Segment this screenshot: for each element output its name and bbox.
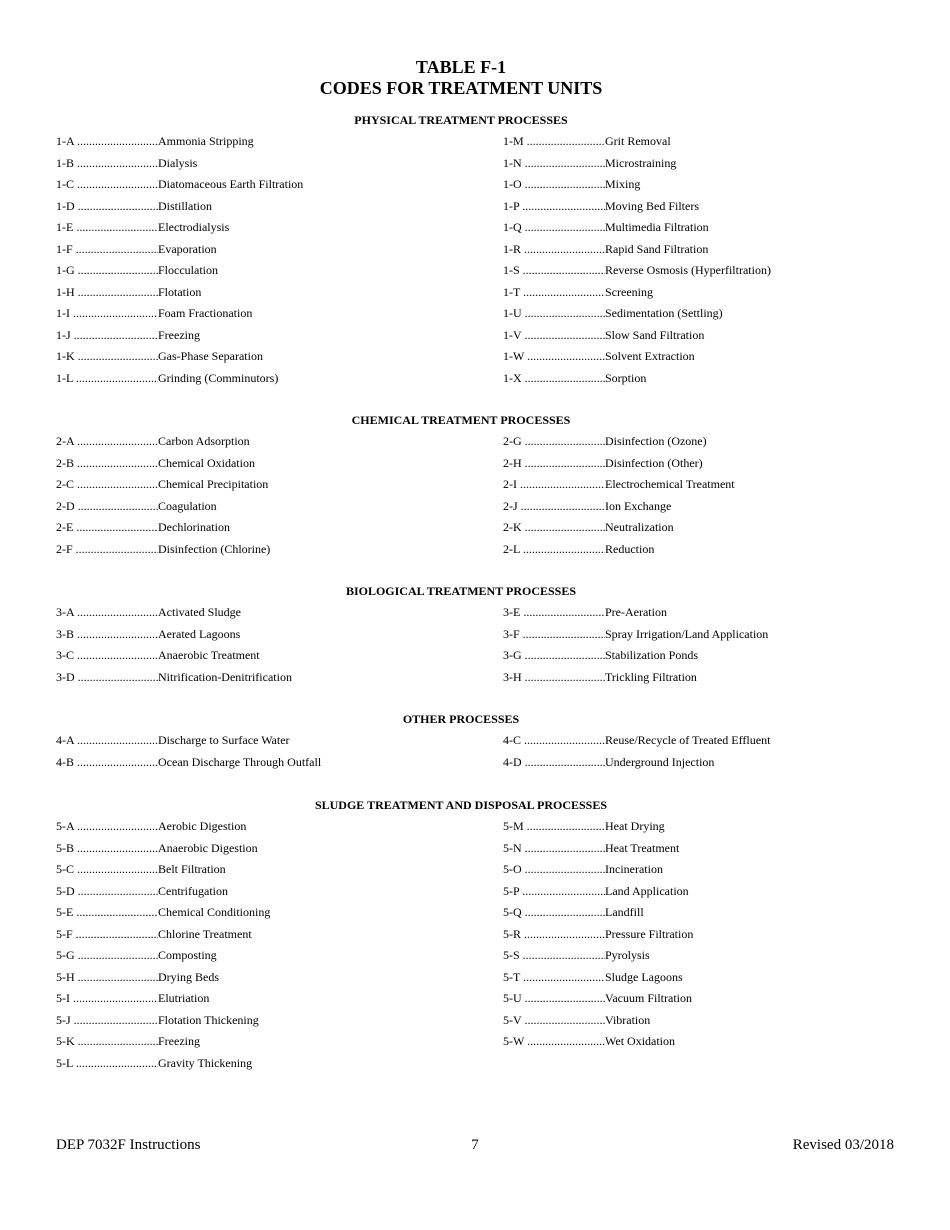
code-list-left — [56, 134, 303, 392]
code-entry — [56, 862, 270, 884]
code: 1-P ..... — [503, 199, 605, 213]
code: 3-B ..... — [56, 627, 158, 641]
code-entry — [56, 542, 270, 564]
description: Composting — [158, 948, 217, 962]
code-list-left — [56, 605, 292, 691]
footer-document-name: DEP 7032F Instructions — [56, 1137, 201, 1153]
code-entry — [56, 263, 303, 285]
code-entry — [503, 670, 768, 692]
code-entry — [503, 499, 735, 521]
description: Mixing — [605, 177, 641, 191]
description: Dechlorination — [158, 520, 230, 534]
code: 5-G ..... — [56, 948, 158, 962]
description: Neutralization — [605, 520, 674, 534]
description: Heat Treatment — [605, 840, 680, 855]
code: 3-C ..... — [56, 648, 158, 662]
description: Stabilization Ponds — [605, 648, 698, 662]
code-entry — [503, 648, 768, 670]
description: Disinfection (Other) — [605, 455, 703, 470]
code: 1-F ..... — [56, 242, 158, 256]
code-entry — [56, 1034, 270, 1056]
code: 2-L ..... — [503, 542, 605, 556]
code-entry — [503, 991, 693, 1013]
code-entry — [56, 477, 270, 499]
section-heading: PHYSICAL TREATMENT PROCESSES — [354, 113, 568, 127]
description: Incineration — [605, 862, 663, 876]
code-entry — [503, 285, 771, 307]
code-entry — [56, 306, 303, 328]
code-entry — [503, 819, 693, 841]
code: 1-Q ..... — [503, 220, 605, 234]
code: 1-X ..... — [503, 371, 605, 385]
code-entry — [503, 605, 768, 627]
code: 4-D ..... — [503, 755, 605, 769]
description: Drying Beds — [158, 969, 219, 984]
code: 1-R ..... — [503, 242, 605, 256]
code-entry — [503, 948, 693, 970]
code-entry — [503, 349, 771, 371]
code: 3-A ..... — [56, 605, 158, 619]
code-entry — [56, 991, 270, 1013]
description: Moving Bed Filters — [605, 198, 700, 213]
code: 5-K ..... — [56, 1034, 158, 1048]
code: 1-J ..... — [56, 328, 158, 342]
code-entry — [503, 1013, 693, 1035]
code-entry — [503, 199, 771, 221]
code-entry — [56, 177, 303, 199]
description: Pressure Filtration — [605, 926, 694, 941]
code-entry — [503, 884, 693, 906]
code: 5-O ..... — [503, 862, 605, 876]
description: Gas-Phase Separation — [158, 349, 263, 363]
code-entry — [56, 648, 292, 670]
description: Electrochemical Treatment — [605, 477, 735, 491]
description: Rapid Sand Filtration — [605, 241, 709, 256]
description: Discharge to Surface Water — [158, 733, 290, 747]
code-entry — [56, 905, 270, 927]
code-entry — [503, 328, 771, 350]
code-list-right — [503, 134, 771, 392]
code: 5-F ..... — [56, 927, 158, 941]
description: Pre-Aeration — [605, 605, 667, 619]
code-entry — [56, 884, 270, 906]
code-entry — [56, 841, 270, 863]
section-heading: OTHER PROCESSES — [402, 712, 520, 726]
code-list-left — [56, 434, 270, 563]
code-entry — [503, 156, 771, 178]
code: 5-A ..... — [56, 819, 158, 833]
description: Vacuum Filtration — [605, 991, 692, 1005]
description: Aerobic Digestion — [158, 819, 247, 833]
code-entry — [503, 733, 770, 755]
code-entry — [56, 434, 270, 456]
description: Reverse Osmosis (Hyperfiltration) — [605, 263, 771, 277]
code: 1-W ..... — [503, 349, 605, 363]
description: Slow Sand Filtration — [605, 327, 705, 342]
code-entry — [56, 456, 270, 478]
description: Landfill — [605, 905, 644, 919]
code-entry — [56, 1013, 270, 1035]
code: 3-D ..... — [56, 670, 158, 684]
code: 1-M ..... — [503, 134, 605, 148]
description: Nitrification-Denitrification — [158, 669, 292, 684]
section-biological — [0, 584, 950, 684]
code: 5-B ..... — [56, 841, 158, 855]
code: 5-I ..... — [56, 991, 158, 1005]
code: 1-G ..... — [56, 263, 158, 277]
description: Microstraining — [605, 155, 677, 170]
code: 5-J ..... — [56, 1013, 158, 1027]
code: 5-D ..... — [56, 884, 158, 898]
description: Reuse/Recycle of Treated Effluent — [605, 733, 771, 747]
description: Ammonia Stripping — [158, 134, 254, 148]
code-entry — [503, 905, 693, 927]
description: Electrodialysis — [158, 220, 230, 234]
section-sludge — [0, 798, 950, 1070]
code-entry — [503, 520, 735, 542]
code: 5-P ..... — [503, 884, 605, 898]
footer-revision-date: Revised 03/2018 — [792, 1137, 894, 1153]
code: 1-B ..... — [56, 156, 158, 170]
code: 1-C ..... — [56, 177, 158, 191]
code: 5-N ..... — [503, 841, 605, 855]
description: Sedimentation (Settling) — [605, 306, 723, 320]
code: 4-A ..... — [56, 733, 158, 747]
code-entry — [56, 199, 303, 221]
code: 1-I ..... — [56, 306, 158, 320]
code: 2-D ..... — [56, 499, 158, 513]
code: 1-D ..... — [56, 199, 158, 213]
code-entry — [503, 177, 771, 199]
code: 5-S ..... — [503, 948, 605, 962]
description: Aerated Lagoons — [158, 626, 241, 641]
code: 2-K ..... — [503, 520, 605, 534]
code-entry — [56, 285, 303, 307]
description: Ion Exchange — [605, 498, 672, 513]
description: Evaporation — [158, 241, 217, 256]
description: Chemical Precipitation — [158, 477, 269, 491]
code: 5-L ..... — [56, 1056, 158, 1070]
code-entry — [56, 134, 303, 156]
code: 5-W ..... — [503, 1034, 605, 1048]
code-entry — [56, 499, 270, 521]
code: 5-E ..... — [56, 905, 158, 919]
code: 5-V ..... — [503, 1013, 605, 1027]
table-subtitle: CODES FOR TREATMENT UNITS — [319, 78, 603, 98]
code: 2-I ..... — [503, 477, 605, 491]
code-entry — [56, 520, 270, 542]
description: Ocean Discharge Through Outfall — [158, 754, 322, 769]
description: Distillation — [158, 198, 212, 213]
code: 1-A ..... — [56, 134, 158, 148]
code-entry — [56, 242, 303, 264]
code: 2-G ..... — [503, 434, 605, 448]
code: 1-S ..... — [503, 263, 605, 277]
code-entry — [503, 862, 693, 884]
code-entry — [503, 927, 693, 949]
code-entry — [503, 434, 735, 456]
description: Diatomaceous Earth Filtration — [158, 177, 304, 191]
code-entry — [503, 477, 735, 499]
code: 1-N ..... — [503, 156, 605, 170]
code: 3-F ..... — [503, 627, 605, 641]
description: Screening — [605, 284, 653, 299]
code-entry — [503, 263, 771, 285]
code-entry — [56, 349, 303, 371]
code-entry — [503, 841, 693, 863]
description: Chemical Conditioning — [158, 905, 271, 919]
code: 5-T ..... — [503, 970, 605, 984]
code: 2-J ..... — [503, 499, 605, 513]
description: Flotation Thickening — [158, 1012, 259, 1027]
code: 5-M ..... — [503, 819, 605, 833]
description: Heat Drying — [605, 819, 665, 833]
code: 3-H ..... — [503, 670, 605, 684]
code-entry — [503, 456, 735, 478]
description: Disinfection (Chlorine) — [158, 541, 271, 556]
code: 5-Q ..... — [503, 905, 605, 919]
section-physical — [0, 113, 950, 385]
description: Sludge Lagoons — [605, 969, 683, 984]
code-list-left — [56, 733, 321, 776]
description: Chemical Oxidation — [158, 455, 255, 470]
description: Flocculation — [158, 263, 218, 277]
description: Sorption — [605, 370, 647, 385]
code-list-right — [503, 605, 768, 691]
code-entry — [56, 156, 303, 178]
description: Dialysis — [158, 155, 198, 170]
description: Solvent Extraction — [605, 349, 695, 363]
description: Land Application — [605, 883, 689, 898]
code: 1-U ..... — [503, 306, 605, 320]
code-entry — [56, 927, 270, 949]
description: Coagulation — [158, 498, 217, 513]
code: 1-O ..... — [503, 177, 605, 191]
code-entry — [56, 970, 270, 992]
description: Underground Injection — [605, 754, 715, 769]
code: 3-E ..... — [503, 605, 605, 619]
description: Disinfection (Ozone) — [605, 434, 707, 448]
code-entry — [503, 755, 770, 777]
code: 1-E ..... — [56, 220, 158, 234]
code-entry — [56, 627, 292, 649]
code-entry — [503, 970, 693, 992]
code: 1-H ..... — [56, 285, 158, 299]
code-entry — [56, 328, 303, 350]
code-entry — [56, 819, 270, 841]
code: 5-R ..... — [503, 927, 605, 941]
code: 2-A ..... — [56, 434, 158, 448]
description: Grit Removal — [605, 134, 671, 148]
description: Pyrolysis — [605, 948, 650, 962]
description: Anaerobic Digestion — [158, 840, 258, 855]
code-entry — [56, 755, 321, 777]
description: Reduction — [605, 541, 655, 556]
code-entry — [56, 371, 303, 393]
code-entry — [56, 670, 292, 692]
code: 4-C ..... — [503, 733, 605, 747]
section-heading: BIOLOGICAL TREATMENT PROCESSES — [345, 584, 577, 598]
code-entry — [56, 605, 292, 627]
code: 2-F ..... — [56, 542, 158, 556]
table-title: TABLE F-1 — [415, 57, 507, 77]
description: Activated Sludge — [158, 605, 241, 619]
description: Freezing — [158, 327, 200, 342]
code: 5-H ..... — [56, 970, 158, 984]
code: 1-L ..... — [56, 371, 158, 385]
description: Centrifugation — [158, 883, 228, 898]
code-entry — [56, 948, 270, 970]
code: 2-H ..... — [503, 456, 605, 470]
code: 1-T ..... — [503, 285, 605, 299]
code-entry — [56, 1056, 270, 1078]
section-chemical — [0, 413, 950, 556]
code-list-right — [503, 819, 693, 1056]
description: Gravity Thickening — [158, 1055, 253, 1070]
code: 5-C ..... — [56, 862, 158, 876]
code: 5-U ..... — [503, 991, 605, 1005]
description: Grinding (Comminutors) — [158, 370, 279, 385]
code-entry — [503, 1034, 693, 1056]
description: Flotation — [158, 284, 202, 299]
section-heading: CHEMICAL TREATMENT PROCESSES — [351, 413, 571, 427]
code-entry — [503, 220, 771, 242]
code: 1-V ..... — [503, 328, 605, 342]
code: 2-C ..... — [56, 477, 158, 491]
code-entry — [503, 542, 735, 564]
description: Spray Irrigation/Land Application — [605, 626, 769, 641]
code: 2-B ..... — [56, 456, 158, 470]
description: Freezing — [158, 1034, 200, 1048]
code: 3-G ..... — [503, 648, 605, 662]
code-entry — [503, 134, 771, 156]
code-entry — [503, 306, 771, 328]
code-list-left — [56, 819, 270, 1077]
code-list-right — [503, 733, 770, 776]
description: Wet Oxidation — [605, 1034, 676, 1048]
description: Foam Fractionation — [158, 306, 253, 320]
section-heading: SLUDGE TREATMENT AND DISPOSAL PROCESSES — [314, 798, 608, 812]
code-entry — [56, 733, 321, 755]
description: Multimedia Filtration — [605, 220, 709, 234]
footer-page-number: 7 — [471, 1137, 479, 1153]
description: Belt Filtration — [158, 862, 226, 876]
description: Elutriation — [158, 991, 210, 1005]
code: 4-B ..... — [56, 755, 158, 769]
code: 2-E ..... — [56, 520, 158, 534]
code-entry — [56, 220, 303, 242]
description: Anaerobic Treatment — [158, 648, 260, 662]
code-entry — [503, 371, 771, 393]
code-entry — [503, 242, 771, 264]
code-list-right — [503, 434, 735, 563]
description: Vibration — [605, 1012, 651, 1027]
description: Trickling Filtration — [605, 669, 697, 684]
description: Carbon Adsorption — [158, 434, 250, 448]
code: 1-K ..... — [56, 349, 158, 363]
code-entry — [503, 627, 768, 649]
section-other — [0, 712, 950, 769]
description: Chlorine Treatment — [158, 926, 252, 941]
